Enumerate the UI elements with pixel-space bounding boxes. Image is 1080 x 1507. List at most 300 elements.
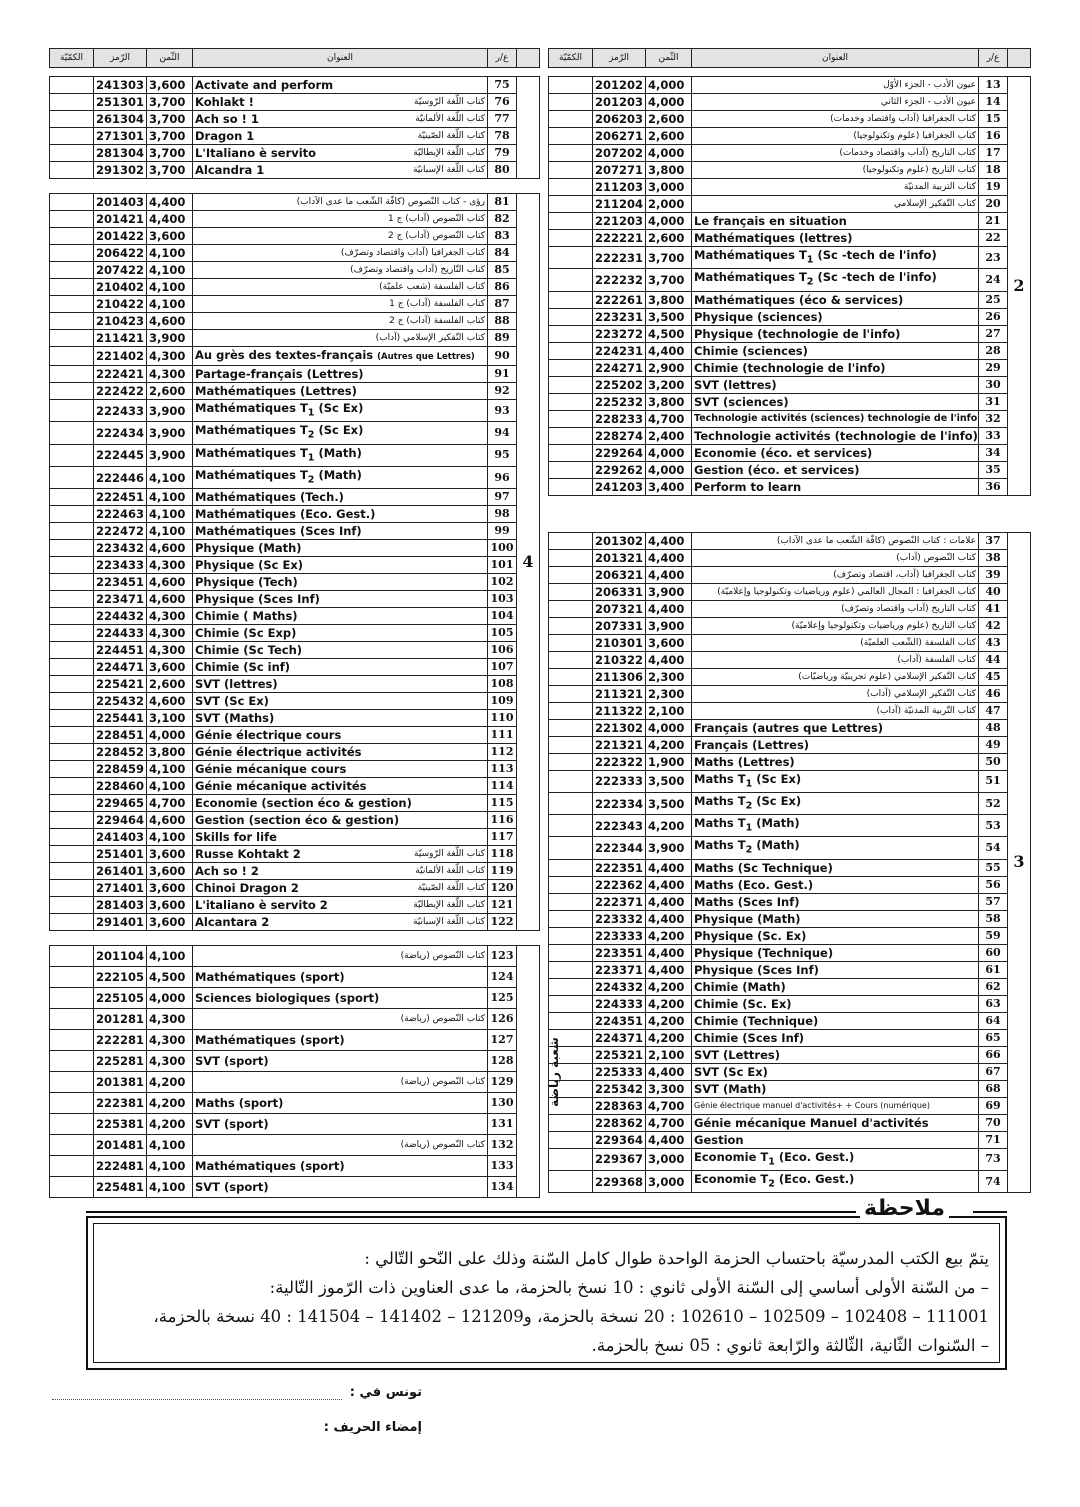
quantity-field[interactable] [50, 262, 94, 279]
row-number: 33 [979, 427, 1008, 444]
row-number: 70 [979, 1114, 1008, 1131]
quantity-field[interactable] [50, 111, 94, 128]
book-price: 3,600 [147, 897, 193, 914]
book-title: SVT (Maths) [193, 710, 488, 727]
book-title: كتاب الجغرافيا (آداب واقتصاد وتصرّف) [193, 245, 488, 262]
quantity-field[interactable] [50, 1030, 94, 1051]
book-title: Mathématiques (sport) [193, 1156, 488, 1177]
quantity-field[interactable] [50, 523, 94, 540]
book-price: 4,200 [646, 927, 692, 944]
book-title: Physique (Sces Inf) [692, 961, 979, 978]
quantity-field[interactable] [549, 910, 593, 927]
book-price: 2,600 [646, 230, 692, 247]
row-number: 35 [979, 461, 1008, 478]
quantity-field[interactable] [549, 359, 593, 376]
quantity-field[interactable] [50, 642, 94, 659]
quantity-field[interactable] [50, 1051, 94, 1072]
quantity-field[interactable] [549, 859, 593, 876]
book-price: 4,400 [646, 944, 692, 961]
quantity-field[interactable] [50, 194, 94, 211]
quantity-field[interactable] [50, 1093, 94, 1114]
book-price: 4,200 [147, 1072, 193, 1093]
quantity-field[interactable] [549, 719, 593, 736]
quantity-field[interactable] [50, 422, 94, 444]
book-code: 210322 [593, 651, 646, 668]
book-title: Mathématiques $T_2$ (Math) [193, 466, 488, 488]
row-number: 91 [488, 366, 517, 383]
book-title: Chimie (Sc Exp) [193, 625, 488, 642]
row-number: 124 [488, 967, 517, 988]
table-row [50, 1093, 540, 1114]
table-row [549, 837, 1031, 859]
table-row [549, 325, 1031, 342]
place-date-label: تونس في : [349, 1385, 422, 1400]
quantity-field[interactable] [549, 702, 593, 719]
book-title: Chimie ( Maths) [193, 608, 488, 625]
quantity-field[interactable] [50, 557, 94, 574]
row-number: 71 [979, 1131, 1008, 1148]
book-code: 222463 [94, 506, 147, 523]
row-number: 66 [979, 1046, 1008, 1063]
row-number: 14 [979, 94, 1008, 111]
book-code: 228362 [593, 1114, 646, 1131]
book-price: 3,400 [646, 478, 692, 495]
book-price: 3,000 [646, 1148, 692, 1170]
book-title: SVT (Math) [692, 1080, 979, 1097]
row-number: 53 [979, 815, 1008, 837]
book-price: 3,700 [147, 162, 193, 179]
book-price: 4,600 [147, 591, 193, 608]
table-row [549, 893, 1031, 910]
row-number: 56 [979, 876, 1008, 893]
book-price: 4,500 [646, 325, 692, 342]
quantity-field[interactable] [50, 1072, 94, 1093]
table-row [549, 230, 1031, 247]
header-code: الرّمز [593, 49, 646, 68]
quantity-field[interactable] [549, 77, 593, 94]
book-price: 3,900 [646, 583, 692, 600]
book-code: 222333 [593, 770, 646, 792]
row-number: 61 [979, 961, 1008, 978]
quantity-field[interactable] [50, 659, 94, 676]
quantity-field[interactable] [50, 540, 94, 557]
table-row [549, 815, 1031, 837]
table-row [549, 978, 1031, 995]
book-code: 225481 [94, 1177, 147, 1198]
quantity-field[interactable] [50, 444, 94, 466]
header-title: العنوان [193, 49, 488, 68]
book-title: Mathématiques $T_2$ (Sc Ex) [193, 422, 488, 444]
book-title: كتاب التّفكير الإسلامي (آداب) [193, 330, 488, 347]
row-number: 40 [979, 583, 1008, 600]
quantity-field[interactable] [549, 634, 593, 651]
book-price: 4,400 [646, 910, 692, 927]
book-price: 4,400 [646, 549, 692, 566]
quantity-field[interactable] [50, 77, 94, 94]
table-header-row [549, 49, 1031, 68]
quantity-field[interactable] [549, 179, 593, 196]
note-divider [86, 1211, 856, 1213]
book-code: 222433 [94, 400, 147, 422]
book-code: 229367 [593, 1148, 646, 1170]
book-price: 4,100 [147, 466, 193, 488]
quantity-field[interactable] [549, 291, 593, 308]
quantity-field[interactable] [549, 532, 593, 549]
book-code: 222322 [593, 753, 646, 770]
book-title: Gestion (section éco & gestion) [193, 812, 488, 829]
book-title: كتاب التّفكير الإسلامي (علوم تجريبيّة ورياضيّات) [692, 668, 979, 685]
quantity-field[interactable] [50, 676, 94, 693]
book-code: 225381 [94, 1114, 147, 1135]
row-number: 106 [488, 642, 517, 659]
quantity-field[interactable] [549, 308, 593, 325]
book-title: Maths (Eco. Gest.) [692, 876, 979, 893]
book-code: 225232 [593, 393, 646, 410]
book-code: 222105 [94, 967, 147, 988]
table-row [549, 145, 1031, 162]
quantity-field[interactable] [549, 269, 593, 291]
quantity-field[interactable] [50, 574, 94, 591]
quantity-field[interactable] [549, 162, 593, 179]
quantity-field[interactable] [549, 1063, 593, 1080]
book-title: Mathématiques $T_2$ (Sc -tech de l'info) [692, 269, 979, 291]
row-number: 49 [979, 736, 1008, 753]
book-price: 4,200 [646, 978, 692, 995]
quantity-field[interactable] [549, 668, 593, 685]
quantity-field[interactable] [50, 1156, 94, 1177]
book-price: 3,700 [646, 247, 692, 269]
quantity-field[interactable] [549, 325, 593, 342]
quantity-field[interactable] [549, 736, 593, 753]
table-row [549, 128, 1031, 145]
table-row [50, 727, 540, 744]
table-row [549, 961, 1031, 978]
book-code: 225421 [94, 676, 147, 693]
row-number: 73 [979, 1148, 1008, 1170]
book-price: 2,400 [646, 427, 692, 444]
quantity-field[interactable] [549, 1046, 593, 1063]
book-code: 211322 [593, 702, 646, 719]
table-row [50, 228, 540, 245]
quantity-field[interactable] [50, 228, 94, 245]
quantity-field[interactable] [549, 815, 593, 837]
book-price: 4,100 [147, 262, 193, 279]
quantity-field[interactable] [50, 710, 94, 727]
quantity-field[interactable] [549, 111, 593, 128]
table-row [549, 770, 1031, 792]
quantity-field[interactable] [50, 863, 94, 880]
table-row [549, 179, 1031, 196]
quantity-field[interactable] [549, 876, 593, 893]
quantity-field[interactable] [549, 1148, 593, 1170]
quantity-field[interactable] [549, 427, 593, 444]
book-price: 4,200 [646, 995, 692, 1012]
quantity-field[interactable] [549, 961, 593, 978]
book-title: كتاب التربية المدنيّة [692, 179, 979, 196]
book-title: Maths $T_2$ (Math) [692, 837, 979, 859]
book-title: Mathématiques (éco & services) [692, 291, 979, 308]
quantity-field[interactable] [50, 591, 94, 608]
book-code: 201481 [94, 1135, 147, 1156]
place-date-field[interactable] [52, 1387, 342, 1400]
book-price: 3,600 [147, 77, 193, 94]
quantity-field[interactable] [50, 279, 94, 296]
quantity-field[interactable] [50, 296, 94, 313]
quantity-field[interactable] [50, 1114, 94, 1135]
quantity-field[interactable] [549, 617, 593, 634]
book-code: 225342 [593, 1080, 646, 1097]
book-code: 223272 [593, 325, 646, 342]
book-price: 4,100 [147, 761, 193, 778]
book-price: 4,300 [147, 366, 193, 383]
quantity-field[interactable] [50, 145, 94, 162]
book-price: 3,300 [646, 1080, 692, 1097]
row-number: 126 [488, 1009, 517, 1030]
quantity-field[interactable] [50, 727, 94, 744]
table-row [549, 792, 1031, 814]
quantity-field[interactable] [50, 1135, 94, 1156]
book-title: كتاب التاريخ (علوم ورياضيات وتكنولوجيا وإعلاميّة) [692, 617, 979, 634]
book-title: Alcandra 1 كتاب اللّغة الإسبانيّة [193, 162, 488, 179]
table-row [50, 77, 540, 94]
quantity-field[interactable] [549, 927, 593, 944]
book-title: Economie $T_2$ (Eco. Gest.) [692, 1171, 979, 1193]
quantity-field[interactable] [50, 625, 94, 642]
book-code: 228460 [94, 778, 147, 795]
book-price: 4,700 [646, 410, 692, 427]
table-row [50, 1135, 540, 1156]
quantity-field[interactable] [549, 342, 593, 359]
quantity-field[interactable] [549, 1114, 593, 1131]
level-label: 3 [1008, 532, 1031, 1193]
quantity-field[interactable] [50, 846, 94, 863]
quantity-field[interactable] [50, 245, 94, 262]
book-title: Maths $T_1$ (Math) [692, 815, 979, 837]
row-number: 50 [979, 753, 1008, 770]
quantity-field[interactable] [50, 1009, 94, 1030]
book-price: 4,300 [147, 608, 193, 625]
quantity-field[interactable] [549, 995, 593, 1012]
book-price: 2,600 [147, 383, 193, 400]
quantity-field[interactable] [549, 583, 593, 600]
book-code: 224332 [593, 978, 646, 995]
table-row [549, 927, 1031, 944]
quantity-field[interactable] [549, 461, 593, 478]
book-title: L'Italiano è servito كتاب اللّغة الإيطاليّة [193, 145, 488, 162]
quantity-field[interactable] [549, 213, 593, 230]
table-row [50, 466, 540, 488]
book-code: 222434 [94, 422, 147, 444]
book-code: 251301 [94, 94, 147, 111]
quantity-field[interactable] [549, 196, 593, 213]
quantity-field[interactable] [50, 693, 94, 710]
book-title: كتاب الجغرافيا (آداب واقتصاد وخدمات) [692, 111, 979, 128]
quantity-field[interactable] [50, 1177, 94, 1198]
quantity-field[interactable] [50, 988, 94, 1009]
row-number: 55 [979, 859, 1008, 876]
row-number: 26 [979, 308, 1008, 325]
table-row [549, 444, 1031, 461]
quantity-field[interactable] [50, 162, 94, 179]
row-number: 44 [979, 651, 1008, 668]
table-row [50, 812, 540, 829]
row-number: 87 [488, 296, 517, 313]
quantity-field[interactable] [50, 383, 94, 400]
quantity-field[interactable] [50, 812, 94, 829]
table-row [50, 194, 540, 211]
quantity-field[interactable] [50, 778, 94, 795]
quantity-field[interactable] [50, 967, 94, 988]
quantity-field[interactable] [50, 211, 94, 228]
book-price: 3,900 [646, 837, 692, 859]
quantity-field[interactable] [549, 978, 593, 995]
book-code: 281304 [94, 145, 147, 162]
quantity-field[interactable] [549, 753, 593, 770]
book-price: 4,400 [646, 532, 692, 549]
quantity-field[interactable] [50, 128, 94, 145]
quantity-field[interactable] [50, 313, 94, 330]
row-number: 84 [488, 245, 517, 262]
book-title: Chimie (technologie de l'info) [692, 359, 979, 376]
quantity-field[interactable] [50, 94, 94, 111]
quantity-field[interactable] [50, 744, 94, 761]
row-number: 90 [488, 347, 517, 366]
book-title: Mathématiques (lettres) [692, 230, 979, 247]
quantity-field[interactable] [549, 600, 593, 617]
quantity-field[interactable] [549, 1171, 593, 1193]
table-row [549, 94, 1031, 111]
quantity-field[interactable] [50, 506, 94, 523]
quantity-field[interactable] [549, 444, 593, 461]
book-price: 2,100 [646, 1046, 692, 1063]
book-title: Maths (Sc Technique) [692, 859, 979, 876]
quantity-field[interactable] [50, 829, 94, 846]
quantity-field[interactable] [549, 944, 593, 961]
book-code: 228233 [593, 410, 646, 427]
book-price: 4,000 [646, 94, 692, 111]
book-code: 222422 [94, 383, 147, 400]
quantity-field[interactable] [549, 685, 593, 702]
quantity-field[interactable] [50, 608, 94, 625]
quantity-field[interactable] [50, 347, 94, 366]
table-row [549, 478, 1031, 495]
quantity-field[interactable] [549, 410, 593, 427]
quantity-field[interactable] [549, 145, 593, 162]
quantity-field[interactable] [50, 897, 94, 914]
book-code: 222344 [593, 837, 646, 859]
quantity-field[interactable] [549, 1080, 593, 1097]
table-row [50, 988, 540, 1009]
quantity-field[interactable] [549, 230, 593, 247]
book-title: Génie mécanique Manuel d'activités [692, 1114, 979, 1131]
book-title: Mathématiques (Sces Inf) [193, 523, 488, 540]
book-code: 222261 [593, 291, 646, 308]
book-price: 4,600 [147, 313, 193, 330]
quantity-field[interactable] [549, 1012, 593, 1029]
row-number: 98 [488, 506, 517, 523]
book-price: 4,100 [147, 946, 193, 967]
quantity-field[interactable] [549, 770, 593, 792]
book-price: 3,800 [646, 162, 692, 179]
row-number: 95 [488, 444, 517, 466]
quantity-field[interactable] [549, 837, 593, 859]
row-number: 48 [979, 719, 1008, 736]
table-row [50, 761, 540, 778]
quantity-field[interactable] [549, 1029, 593, 1046]
book-title: Mathématiques (sport) [193, 1030, 488, 1051]
quantity-field[interactable] [549, 1097, 593, 1114]
quantity-field[interactable] [549, 94, 593, 111]
row-number: 119 [488, 863, 517, 880]
book-code: 201321 [593, 549, 646, 566]
book-price: 4,400 [646, 600, 692, 617]
row-number: 30 [979, 376, 1008, 393]
row-number: 45 [979, 668, 1008, 685]
quantity-field[interactable] [549, 1131, 593, 1148]
book-code: 223432 [94, 540, 147, 557]
quantity-field[interactable] [50, 946, 94, 967]
quantity-field[interactable] [549, 893, 593, 910]
row-number: 79 [488, 145, 517, 162]
quantity-field[interactable] [549, 792, 593, 814]
note-line-1: يتمّ بيع الكتب المدرسيّة باحتساب الحزمة الواحدة طوال كامل السّنة وذلك على النّحو التّالي : [364, 1249, 989, 1268]
book-code: 222362 [593, 876, 646, 893]
quantity-field[interactable] [50, 466, 94, 488]
book-price: 4,100 [147, 279, 193, 296]
table-row [549, 196, 1031, 213]
row-number: 32 [979, 410, 1008, 427]
quantity-field[interactable] [50, 795, 94, 812]
book-code: 224333 [593, 995, 646, 1012]
row-number: 18 [979, 162, 1008, 179]
book-title: كتاب النّصوص (آداب) [692, 549, 979, 566]
book-title: Physique (Tech) [193, 574, 488, 591]
quantity-field[interactable] [549, 128, 593, 145]
book-code: 201104 [94, 946, 147, 967]
quantity-field[interactable] [549, 549, 593, 566]
row-number: 77 [488, 111, 517, 128]
quantity-field[interactable] [549, 376, 593, 393]
book-code: 229368 [593, 1171, 646, 1193]
book-price: 3,800 [646, 291, 692, 308]
book-title: Sciences biologiques (sport) [193, 988, 488, 1009]
quantity-field[interactable] [50, 489, 94, 506]
quantity-field[interactable] [50, 914, 94, 931]
row-number: 16 [979, 128, 1008, 145]
quantity-field[interactable] [549, 393, 593, 410]
book-price: 3,000 [646, 179, 692, 196]
book-code: 221402 [94, 347, 147, 366]
quantity-field[interactable] [50, 330, 94, 347]
book-title: Maths (Lettres) [692, 753, 979, 770]
book-price: 2,100 [646, 702, 692, 719]
quantity-field[interactable] [549, 566, 593, 583]
table-row [50, 162, 540, 179]
row-number: 121 [488, 897, 517, 914]
book-title: كتاب الفلسفة (الشّعب العلميّة) [692, 634, 979, 651]
quantity-field[interactable] [50, 761, 94, 778]
quantity-field[interactable] [549, 478, 593, 495]
quantity-field[interactable] [549, 247, 593, 269]
book-title: Mathématiques (Eco. Gest.) [193, 506, 488, 523]
row-number: 58 [979, 910, 1008, 927]
quantity-field[interactable] [549, 651, 593, 668]
quantity-field[interactable] [50, 880, 94, 897]
table-row [549, 410, 1031, 427]
table-row [50, 897, 540, 914]
quantity-field[interactable] [50, 366, 94, 383]
quantity-field[interactable] [50, 400, 94, 422]
